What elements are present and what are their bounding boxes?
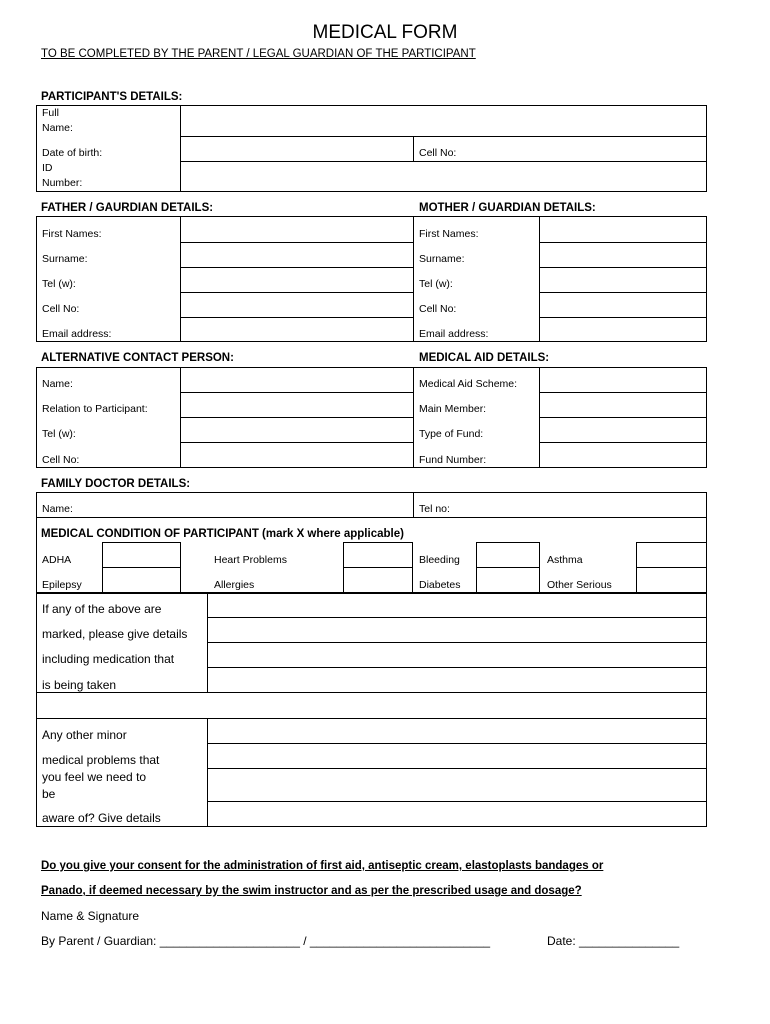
- minor-field-4[interactable]: [208, 802, 706, 826]
- aid-main-member-label: Main Member:: [419, 403, 487, 415]
- minor-prompt-line1: Any other minor: [42, 728, 127, 742]
- condition-allergies-label: Allergies: [214, 579, 255, 591]
- id-number-field[interactable]: [181, 162, 706, 191]
- details-field-5[interactable]: [37, 693, 706, 718]
- minor-field-2[interactable]: [208, 744, 706, 767]
- alt-relation-label: Relation to Participant:: [42, 403, 148, 415]
- details-field-2[interactable]: [208, 618, 706, 641]
- divider: [36, 517, 707, 518]
- father-first-names-label: First Names:: [42, 228, 102, 240]
- checkbox-asthma[interactable]: [636, 542, 707, 568]
- father-cell-field[interactable]: [181, 293, 412, 316]
- dob-label: Date of birth:: [42, 147, 103, 159]
- father-cell-label: Cell No:: [42, 303, 80, 315]
- alt-name-field[interactable]: [181, 368, 412, 391]
- name-signature-label: Name & Signature: [41, 909, 140, 923]
- divider: [413, 367, 414, 468]
- doctor-heading: FAMILY DOCTOR DETAILS:: [41, 478, 191, 490]
- condition-asthma-label: Asthma: [547, 554, 583, 566]
- aid-fund-number-label: Fund Number:: [419, 454, 487, 466]
- aid-fund-type-field[interactable]: [540, 418, 706, 441]
- full-name-label-1: Full: [42, 107, 59, 119]
- consent-question-line2: Panado, if deemed necessary by the swim instructor and as per the prescribed usage and dosage?: [41, 885, 582, 897]
- details-prompt-line4: is being taken: [42, 678, 117, 692]
- condition-epilepsy-label: Epilepsy: [42, 579, 82, 591]
- mother-email-field[interactable]: [540, 318, 706, 341]
- alt-cell-field[interactable]: [181, 443, 412, 467]
- alt-cell-label: Cell No:: [42, 454, 80, 466]
- minor-prompt-line4: be: [42, 787, 56, 801]
- father-heading: FATHER / GAURDIAN DETAILS:: [41, 202, 214, 214]
- checkbox-other-serious[interactable]: [636, 567, 707, 593]
- mother-first-names-label: First Names:: [419, 228, 479, 240]
- checkbox-bleeding[interactable]: [476, 542, 540, 568]
- form-subtitle: TO BE COMPLETED BY THE PARENT / LEGAL GUARDIAN OF THE PARTICIPANT: [41, 48, 476, 60]
- condition-diabetes-label: Diabetes: [419, 579, 461, 591]
- minor-prompt-line3: you feel we need to: [42, 770, 147, 784]
- parent-signature-line[interactable]: By Parent / Guardian: _____________________ / ___________________________: [41, 934, 491, 948]
- doctor-name-label: Name:: [42, 503, 73, 515]
- minor-prompt-line2: medical problems that: [42, 753, 160, 767]
- checkbox-diabetes[interactable]: [476, 567, 540, 593]
- father-email-field[interactable]: [181, 318, 412, 341]
- mother-email-label: Email address:: [419, 328, 489, 340]
- id-label-1: ID: [42, 162, 53, 174]
- mother-tel-label: Tel (w):: [419, 278, 453, 290]
- father-email-label: Email address:: [42, 328, 112, 340]
- details-prompt-line1: If any of the above are: [42, 602, 162, 616]
- aid-main-member-field[interactable]: [540, 393, 706, 416]
- divider: [413, 136, 414, 161]
- alternative-heading: ALTERNATIVE CONTACT PERSON:: [41, 352, 234, 364]
- doctor-tel-label: Tel no:: [419, 503, 450, 515]
- checkbox-heart[interactable]: [343, 542, 413, 568]
- medical-aid-heading: MEDICAL AID DETAILS:: [419, 352, 550, 364]
- details-prompt-line3: including medication that: [42, 652, 175, 666]
- form-title: MEDICAL FORM: [312, 22, 458, 43]
- mother-surname-field[interactable]: [540, 243, 706, 266]
- minor-field-1[interactable]: [208, 719, 706, 742]
- details-field-1[interactable]: [208, 594, 706, 616]
- father-surname-label: Surname:: [42, 253, 88, 265]
- doctor-tel-field[interactable]: [460, 493, 705, 516]
- father-first-names-field[interactable]: [181, 217, 412, 241]
- participant-cell-label: Cell No:: [419, 147, 457, 159]
- dob-field[interactable]: [181, 137, 412, 160]
- aid-scheme-field[interactable]: [540, 368, 706, 391]
- checkbox-allergies[interactable]: [343, 567, 413, 593]
- mother-cell-field[interactable]: [540, 293, 706, 316]
- mother-cell-label: Cell No:: [419, 303, 457, 315]
- divider: [413, 492, 414, 517]
- condition-heart-label: Heart Problems: [214, 554, 287, 566]
- aid-fund-type-label: Type of Fund:: [419, 428, 484, 440]
- mother-tel-field[interactable]: [540, 268, 706, 291]
- aid-scheme-label: Medical Aid Scheme:: [419, 378, 518, 390]
- minor-prompt-line5: aware of? Give details: [42, 811, 161, 825]
- full-name-field[interactable]: [181, 106, 706, 135]
- date-line[interactable]: Date: _______________: [547, 934, 680, 948]
- consent-question-line1: Do you give your consent for the administration of first aid, antiseptic cream, elastoplasts bandages or: [41, 860, 604, 872]
- alt-relation-field[interactable]: [181, 393, 412, 416]
- father-tel-label: Tel (w):: [42, 278, 76, 290]
- condition-other-label: Other Serious: [547, 579, 612, 591]
- condition-bleeding-label: Bleeding: [419, 554, 460, 566]
- alt-tel-label: Tel (w):: [42, 428, 76, 440]
- details-prompt-line2: marked, please give details: [42, 627, 188, 641]
- checkbox-epilepsy[interactable]: [102, 567, 181, 593]
- mother-surname-label: Surname:: [419, 253, 465, 265]
- id-label-2: Number:: [42, 177, 83, 189]
- checkbox-adha[interactable]: [102, 542, 181, 568]
- mother-first-names-field[interactable]: [540, 217, 706, 241]
- father-tel-field[interactable]: [181, 268, 412, 291]
- details-field-3[interactable]: [208, 643, 706, 666]
- mother-heading: MOTHER / GUARDIAN DETAILS:: [419, 202, 596, 214]
- divider: [413, 216, 414, 342]
- alt-name-label: Name:: [42, 378, 73, 390]
- aid-fund-number-field[interactable]: [540, 443, 706, 467]
- condition-adha-label: ADHA: [42, 554, 72, 566]
- minor-field-3[interactable]: [208, 769, 706, 800]
- alt-tel-field[interactable]: [181, 418, 412, 441]
- doctor-name-field[interactable]: [90, 493, 410, 516]
- condition-heading: MEDICAL CONDITION OF PARTICIPANT (mark X where applicable): [41, 528, 404, 540]
- participant-heading: PARTICIPANT'S DETAILS:: [41, 91, 183, 103]
- full-name-label-2: Name:: [42, 122, 73, 134]
- father-surname-field[interactable]: [181, 243, 412, 266]
- details-field-4[interactable]: [208, 668, 706, 691]
